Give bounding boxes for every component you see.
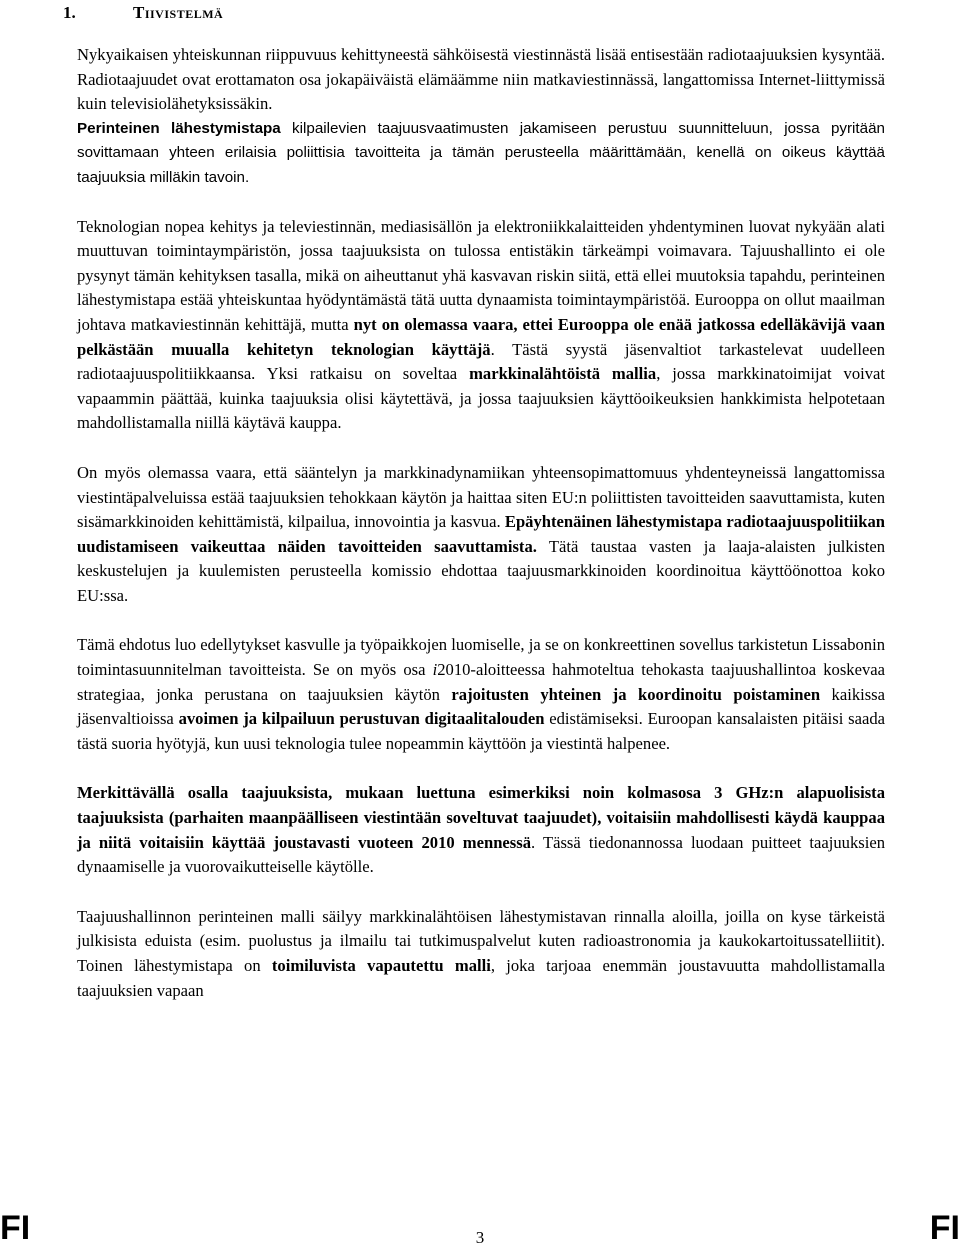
text-run: edistämiseksi. Euroopan kansalaisten pitäisi saada tästä suoria hyötyjä, kun uusi teknologia tulee nopeammin käyttöön ja viestintä halpenee.: [77, 709, 885, 753]
page-number: 3: [475, 1228, 485, 1247]
document-body: [77, 43, 885, 1003]
footer-language-right: FI: [929, 1209, 960, 1247]
paragraph-p2: [77, 117, 885, 191]
text-run: kaikissa jäsenvaltioissa: [77, 684, 886, 729]
bold-text: Epäyhtenäinen lähestymistapa radiotaajuuspolitiikan uudistamiseen vaikeuttaa näiden tavoitteiden saavuttamista.: [77, 512, 886, 556]
footer-language-left: FI: [0, 1209, 31, 1247]
section-heading: [63, 2, 223, 24]
paragraph-p4: [77, 461, 885, 609]
text-run: On myös olemassa vaara, että sääntelyn ja markkinadynamiikan yhteensopimattomuus yhdenteyneissä langattomissa viestintäpalveluissa estää taajuuksien tehokkaan käytön ja haittaa siten EU:n poliittisten tavoitteiden saavuttamista, kuten sisämarkkinoiden kehittämistä, kilpailua, innovointia ja kasvua.: [77, 462, 885, 532]
bold-text: Merkittävällä osalla taajuuksista, mukaan luettuna esimerkiksi noin kolmasosa 3 GHz:n alapuolisista taajuuksista (parhaiten maanpäälliseen viestintään soveltuvat taajuudet), voitaisiin mahdollisesti käydä kauppaa ja niitä voitaisiin käyttää joustavasti vuoteen 2010 mennessä: [77, 783, 885, 852]
section-number: 1.: [63, 3, 76, 22]
bold-text: rajoitusten yhteinen ja koordinoitu poistaminen: [451, 684, 821, 704]
bold-text: Perinteinen lähestymistapa: [77, 119, 281, 137]
paragraph-p6: [77, 781, 885, 879]
text-run: Nykyaikaisen yhteiskunnan riippuvuus kehittyneestä sähköisestä viestinnästä lisää entisestään radiotaajuuksien kysyntää. Radiotaajuudet ovat erottamaton osa jokapäiväistä elämäämme niin matkaviestinnässä, langattomissa Internet-liittymissä kuin televisiolähetyksissäkin.: [77, 45, 885, 114]
text-run: . Tästä syystä jäsenvaltiot tarkastelevat uudelleen radiotaajuuspolitiikkaansa. Yksi ratkaisu on soveltaa: [77, 339, 885, 384]
text-run: , joka tarjoaa enemmän joustavuutta mahdollistamalla taajuuksien vapaan: [77, 956, 886, 1000]
bold-text: markkinalähtöistä mallia: [469, 364, 657, 384]
text-run: Taajuushallinnon perinteinen malli säilyy markkinalähtöisen lähestymistavan rinnalla aloilla, joilla on kyse tärkeistä julkisista eduista (esim. puolustus ja ilmailu tai tutkimuspalvelut kuten radioastronomia ja kaukokartoitussatelliitit). Toinen lähestymistapa on: [77, 906, 885, 975]
section-title: Tiivistelmä: [133, 3, 224, 22]
text-run: 2010-aloitteessa hahmoteltua tehokasta taajuushallintoa koskevaa strategiaa, jonka perustana on taajuuksien käytön: [77, 660, 885, 704]
paragraph-p5: [77, 633, 885, 756]
paragraph-p1: [77, 43, 885, 117]
text-run: . Tässä tiedonannossa luodaan puitteet taajuuksien dynaamiselle ja vuorovaikutteiselle käytölle.: [77, 832, 885, 877]
bold-text: nyt on olemassa vaara, ettei Eurooppa ole enää jatkossa edelläkävijä vaan pelkästään muualla kehitetyn teknologian käyttäjä: [77, 314, 885, 359]
text-run: , jossa markkinatoimijat voivat vapaammin päättää, kuinka taajuuksia olisi käytettävä, ja jossa taajuuksien käyttöoikeuksien hankkimista helpotetaan mahdollistamalla niillä käytävä kauppa.: [77, 364, 886, 433]
text-run: Teknologian nopea kehitys ja televiestinnän, mediasisällön ja elektroniikkalaitteiden yhdentyminen luovat nykyään alati muuttuvan toimintaympäristön, jossa taajuuksista on tulossa entistäkin tärkeämpi voimavara. Tajuushallinto ei ole pysynyt tämän kehityksen tasalla, mikä on aiheuttanut yhä kasvavan riskin siitä, että ellei muutoksia tapahdu, perinteinen lähestymistapa estää yhteiskuntaa hyödyntämästä tätä uutta dynaamista toimintaympäristöä. Eurooppa on ollut maailman johtava matkaviestinnän kehittäjä, mutta: [77, 216, 885, 334]
text-run: kilpailevien taajuusvaatimusten jakamiseen perustuu suunnitteluun, jossa pyritään sovittamaan yhteen erilaisia poliittisia tavoitteita ja tämän perusteella määrittämään, kenellä on oikeus käyttää taajuuksia milläkin tavoin.: [77, 119, 885, 186]
text-run: Tätä taustaa vasten ja laaja-alaisten julkisten keskustelujen ja kuulemisten perusteella komissio ehdottaa taajuusmarkkinoiden koordinoitua käyttöönottoa koko EU:ssa.: [77, 536, 885, 605]
text-run: Tämä ehdotus luo edellytykset kasvulle ja työpaikkojen luomiselle, ja se on konkreettinen sovellus tarkistetun Lissabonin toimintasuunnitelman tavoitteista. Se on myös osa: [77, 635, 885, 680]
paragraph-p3: [77, 215, 885, 436]
paragraph-p7: [77, 905, 885, 1003]
italic-text: i: [432, 660, 438, 680]
bold-text: avoimen ja kilpailuun perustuvan digitaalitalouden: [178, 709, 545, 729]
bold-text: toimiluvista vapautettu malli: [271, 956, 491, 975]
